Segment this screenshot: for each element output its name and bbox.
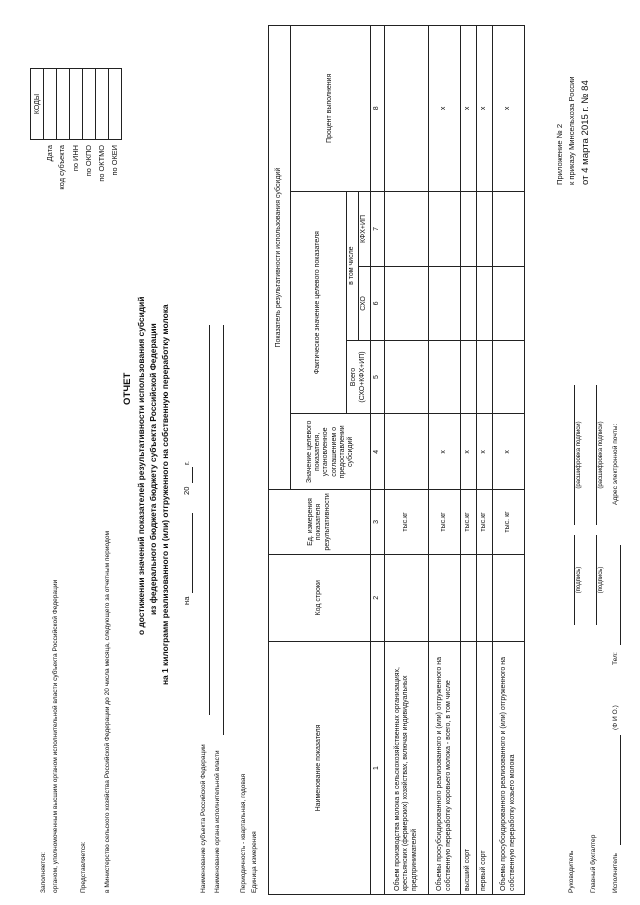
- code-label-oktmo: по ОКТМО: [97, 145, 106, 182]
- row-actual-sho[interactable]: [477, 267, 493, 340]
- row-code-cell[interactable]: [493, 554, 525, 641]
- header-row-code: Код строки: [269, 554, 371, 641]
- subject-name-line[interactable]: [209, 325, 210, 715]
- row-target[interactable]: [385, 414, 429, 490]
- table-row: [477, 26, 493, 895]
- header-kfh: КФХ+ИП: [359, 191, 371, 267]
- code-subject-cell[interactable]: [57, 69, 70, 140]
- period-line[interactable]: [192, 513, 193, 593]
- header-target: [291, 414, 371, 490]
- code-okei-cell[interactable]: [109, 69, 122, 140]
- col-number: 3: [371, 490, 385, 554]
- row-actual-kfh[interactable]: [477, 191, 493, 267]
- row-code-cell[interactable]: [477, 554, 493, 641]
- row-indicator-name: Объемы просубсидированного реализованного и (или) отгруженного на собственную переработку козьего молока: [493, 641, 525, 894]
- row-actual-sho[interactable]: [461, 267, 477, 340]
- code-inn-cell[interactable]: [70, 69, 83, 140]
- row-unit: тыс.кг: [385, 490, 429, 554]
- code-okpo-cell[interactable]: [83, 69, 96, 140]
- periodicity-label: Периодичность - квартальная, годовая: [240, 773, 247, 893]
- row-percent: x: [461, 26, 477, 192]
- row-actual-sho[interactable]: [493, 267, 525, 340]
- col-number: 4: [371, 414, 385, 490]
- subject-name-label: Наименование субъекта Российской Федерации: [200, 744, 207, 893]
- title-line-3: на 1 килограмм реализованного и (или) отгруженного на собственную переработку молока: [160, 304, 170, 685]
- period-on-label: на: [182, 596, 191, 605]
- head-signature-caption: (подпись): [576, 566, 582, 594]
- executor-phone-label: Тел:: [612, 652, 619, 665]
- col-number: 5: [371, 340, 385, 414]
- title-line-2: из федерального бюджета бюджету субъекта Российской Федерации: [148, 323, 158, 615]
- appendix-line-3: от 4 марта 2015 г. № 84: [580, 80, 591, 185]
- table-row: [385, 26, 429, 895]
- unit-label: Единица измерения: [251, 831, 258, 893]
- executor-fio: (Ф И О.): [612, 705, 619, 730]
- submits-label: Представляется:: [80, 841, 87, 893]
- year-line[interactable]: [192, 467, 193, 483]
- accountant-decoding-caption: (расшифровка подписи): [598, 421, 604, 489]
- head-label: Руководитель: [568, 850, 575, 893]
- head-signature-line[interactable]: [574, 535, 575, 625]
- row-indicator-name: Объем производства молока в сельскохозяйственных организациях, крестьянских (фермерских) хозяйствах, включая индивидуальных предпринимателей: [385, 641, 429, 894]
- accountant-decoding-line[interactable]: [596, 385, 597, 525]
- row-actual-sho[interactable]: [429, 267, 461, 340]
- title-line-1: о достижении значений показателей результативности использования субсидий: [136, 296, 146, 635]
- header-unit: Ед. измерения показателя результативности: [269, 490, 371, 554]
- row-target: x: [429, 414, 461, 490]
- row-actual-total[interactable]: [461, 340, 477, 414]
- row-indicator-name: высший сорт: [461, 641, 477, 894]
- report-title: ОТЧЕТ: [122, 372, 133, 405]
- head-decoding-caption: (расшифровка подписи): [576, 421, 582, 489]
- header-actual-total: Всего (СХО+КФХ+ИП): [347, 340, 371, 414]
- code-oktmo-cell[interactable]: [96, 69, 109, 140]
- col-number: 6: [371, 267, 385, 340]
- row-code-cell[interactable]: [429, 554, 461, 641]
- row-unit: тыс.кг: [429, 490, 461, 554]
- row-actual-total[interactable]: [429, 340, 461, 414]
- row-percent[interactable]: [385, 26, 429, 192]
- row-unit: тыс.кг: [461, 490, 477, 554]
- row-indicator-name: Объемы просубсидированного реализованного и (или) отгруженного на собственную переработку коровьего молока - всего, в том числе: [429, 641, 461, 894]
- indicators-table: [268, 25, 525, 895]
- row-actual-kfh[interactable]: [385, 191, 429, 267]
- row-actual-sho[interactable]: [385, 267, 429, 340]
- year-suffix: г.: [182, 461, 191, 465]
- accountant-signature-caption: (подпись): [598, 566, 604, 594]
- col-number: 1: [371, 641, 385, 894]
- executor-phone-line[interactable]: [620, 545, 621, 645]
- row-code-cell[interactable]: [385, 554, 429, 641]
- submits-text: в Министерство сельского хозяйства Российской Федерации до 20 числа месяца, следующего за отчетным периодом: [104, 530, 111, 893]
- code-label-inn: по ИНН: [71, 145, 80, 172]
- row-code-cell[interactable]: [461, 554, 477, 641]
- code-label-okei: по ОКЕИ: [110, 145, 119, 176]
- authority-name-line[interactable]: [223, 325, 224, 735]
- appendix-line-2: к приказу Минсельхоза России: [567, 76, 576, 185]
- col-number: 2: [371, 554, 385, 641]
- header-actual: Фактическое значение целевого показателя: [291, 191, 347, 414]
- executor-name-line[interactable]: [620, 735, 621, 845]
- code-date-cell[interactable]: [44, 69, 57, 140]
- row-percent: x: [429, 26, 461, 192]
- row-actual-total[interactable]: [493, 340, 525, 414]
- fills-text: органом, уполномоченным высшим органом исполнительной власти субъекта Российской Федерации: [52, 579, 59, 893]
- col-number: 8: [371, 26, 385, 192]
- row-target: x: [477, 414, 493, 490]
- table-row: [461, 26, 477, 895]
- row-percent: x: [493, 26, 525, 192]
- header-percent: Процент выполнения: [291, 26, 371, 192]
- table-row: [429, 26, 461, 895]
- row-unit: тыс.кг: [477, 490, 493, 554]
- table-row: [493, 26, 525, 895]
- head-decoding-line[interactable]: [574, 385, 575, 525]
- header-in-that: в том числе: [347, 191, 359, 340]
- row-actual-kfh[interactable]: [493, 191, 525, 267]
- fills-label: Заполняется:: [40, 852, 47, 893]
- executor-email-label: Адрес электронной почты:: [612, 423, 619, 505]
- header-indicator: Наименование показателя: [269, 641, 371, 894]
- accountant-label: Главный бухгалтер: [590, 834, 597, 893]
- row-indicator-name: первый сорт: [477, 641, 493, 894]
- code-label-date: Дата: [45, 145, 54, 162]
- row-target: x: [461, 414, 477, 490]
- row-actual-total[interactable]: [385, 340, 429, 414]
- col-number: 7: [371, 191, 385, 267]
- executor-label: Исполнитель: [612, 853, 619, 893]
- header-sho: СХО: [359, 267, 371, 340]
- code-label-subject: код субъекта: [57, 145, 66, 190]
- codes-heading: КОДЫ: [31, 69, 44, 140]
- row-percent: x: [477, 26, 493, 192]
- code-label-okpo: по ОКПО: [84, 145, 93, 177]
- authority-name-label: Наименование органа исполнительной власти: [214, 750, 221, 893]
- accountant-signature-line[interactable]: [596, 535, 597, 625]
- header-group: Показатель результативности использования субсидий: [269, 26, 291, 490]
- row-actual-kfh[interactable]: [461, 191, 477, 267]
- codes-table: [30, 68, 122, 140]
- appendix-line-1: Приложение № 2: [555, 123, 564, 185]
- header-target-text: Значение целевого показателя, установленное соглашением о предоставлении субсидий: [306, 420, 354, 484]
- year-prefix: 20: [182, 486, 191, 495]
- row-target: x: [493, 414, 525, 490]
- row-unit: тыс. кг: [493, 490, 525, 554]
- row-actual-total[interactable]: [477, 340, 493, 414]
- row-actual-kfh[interactable]: [429, 191, 461, 267]
